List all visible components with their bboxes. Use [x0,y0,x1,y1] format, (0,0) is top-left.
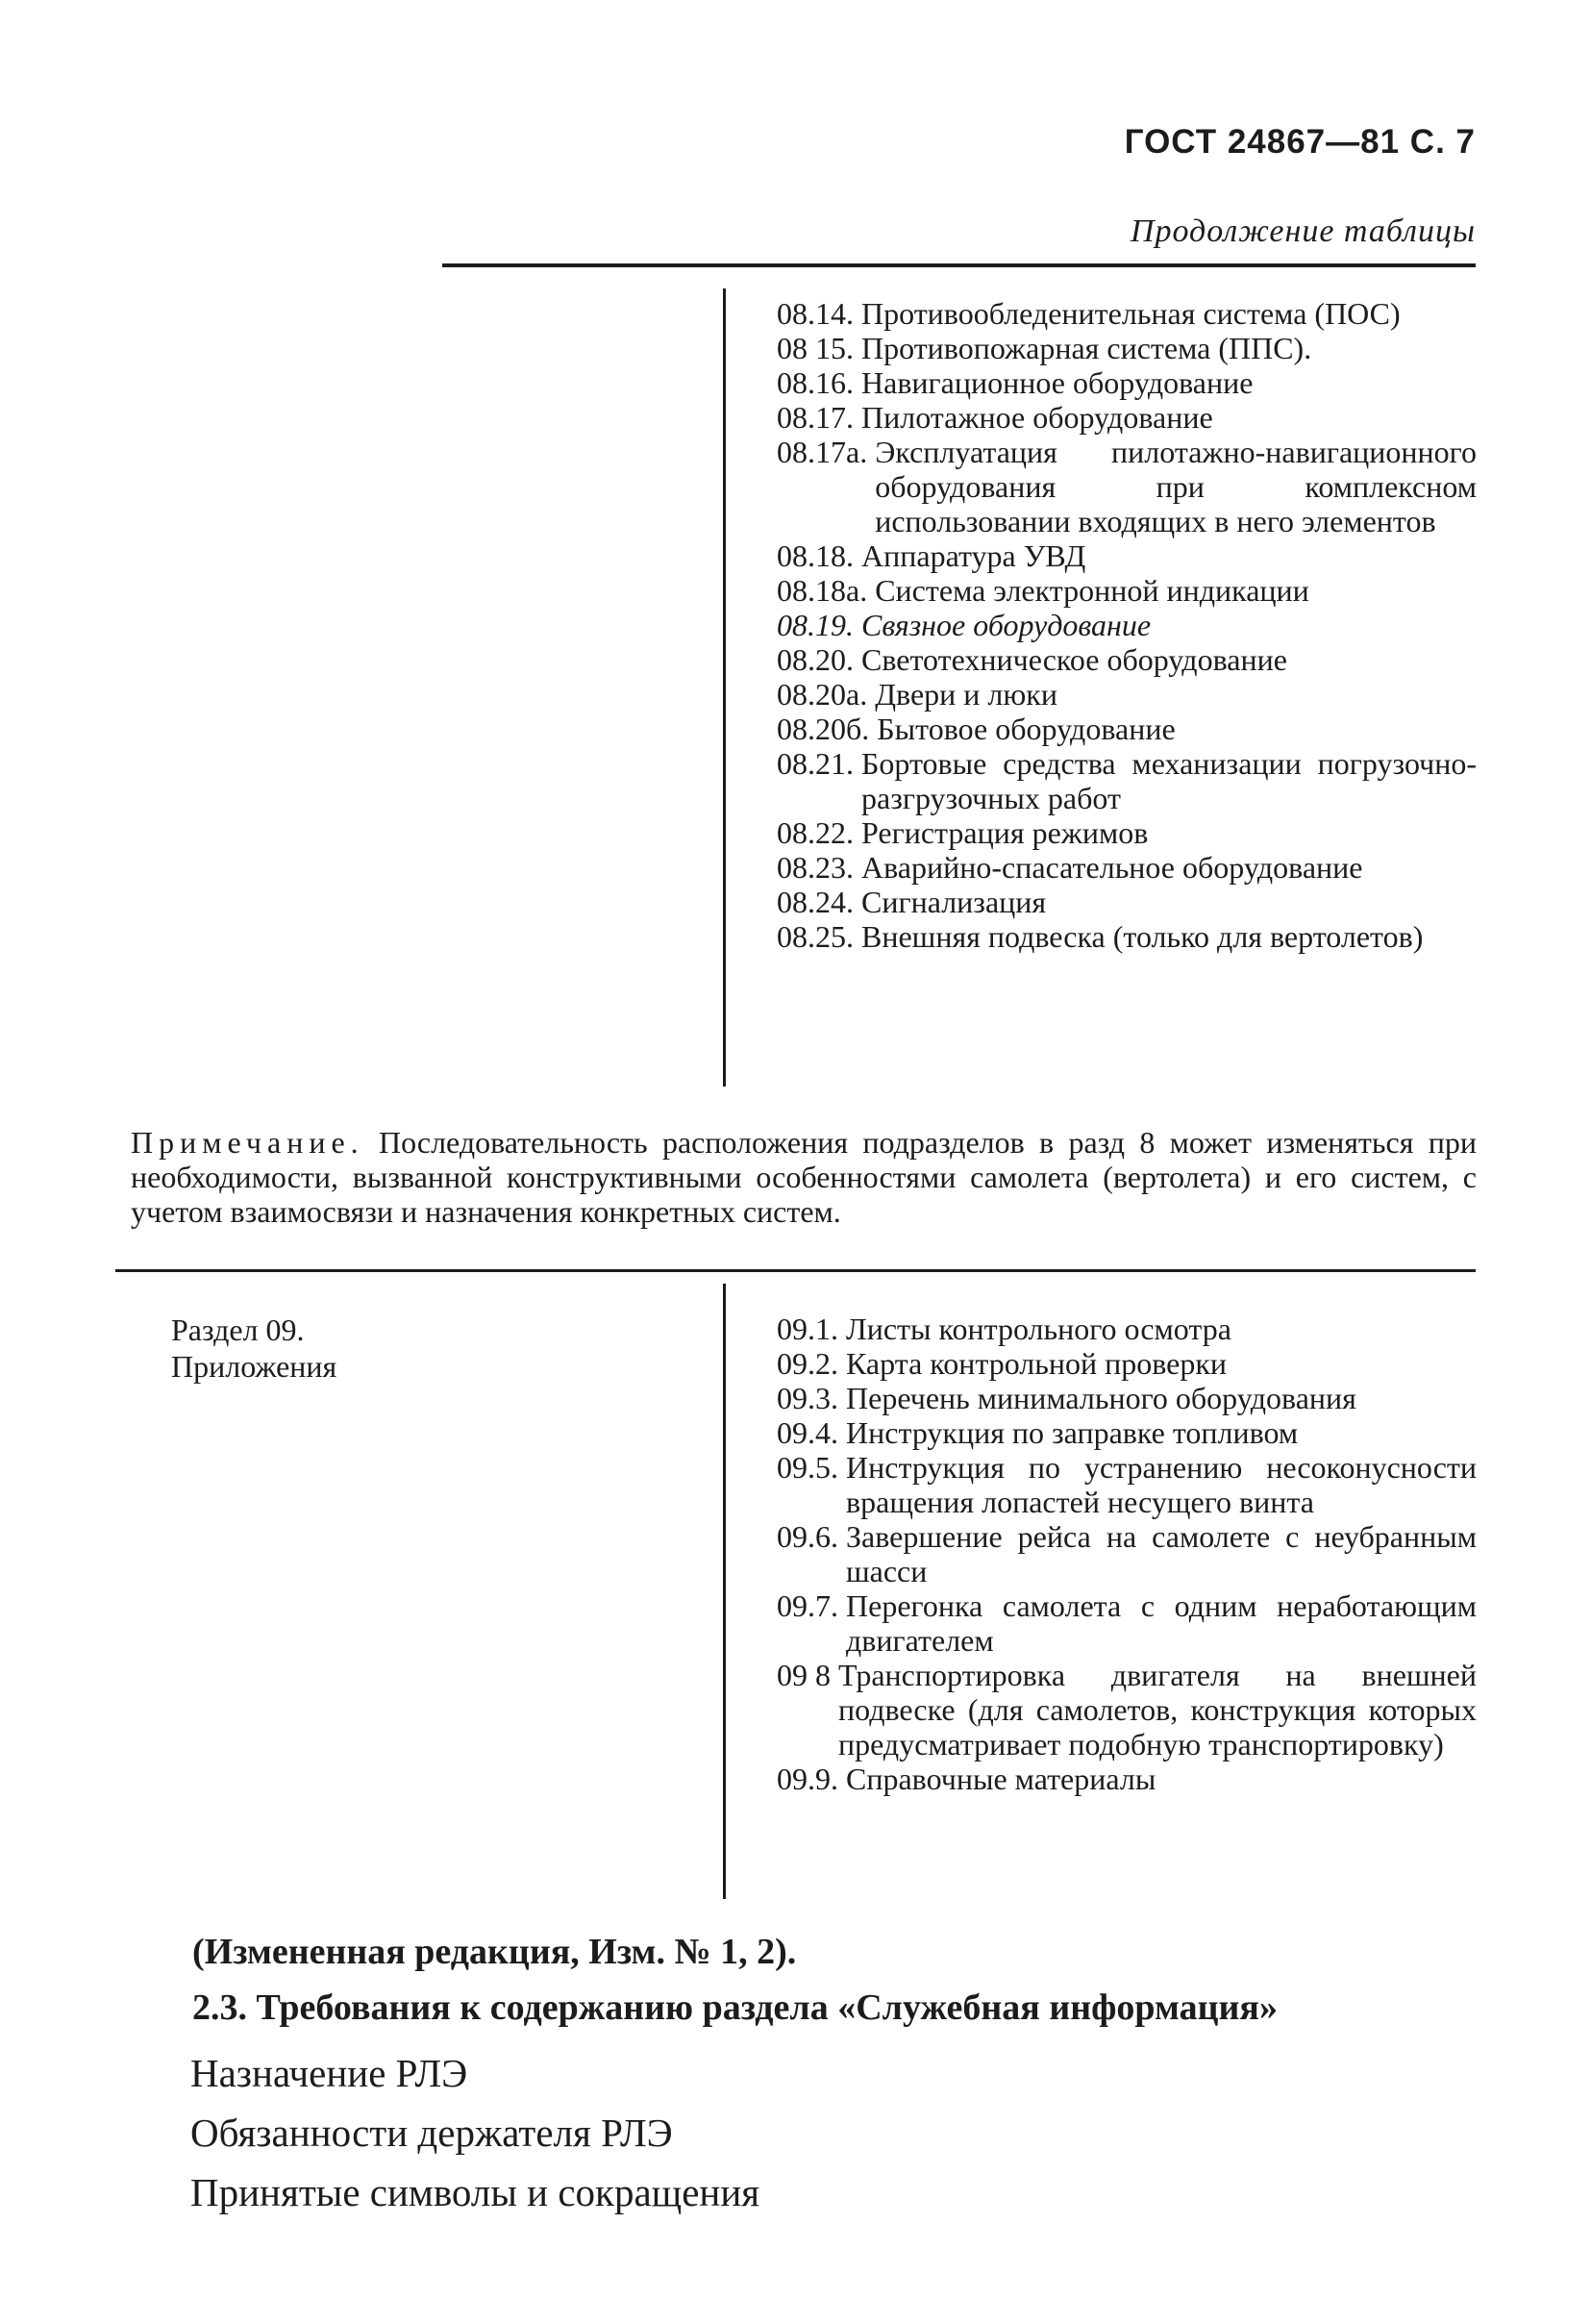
item-number: 09.1. [777,1312,846,1346]
table-column-divider [723,288,726,1087]
item-text: Бортовые средства механизации погрузочно-разгрузочных работ [861,746,1477,815]
item-text: Аварийно-спасательное оборудование [861,850,1363,885]
list-item [777,1450,1477,1519]
table-top-rule [442,263,1476,267]
item-number: 08.19. [777,608,861,642]
item-number: 09.2. [777,1346,846,1381]
list-item [777,815,1477,850]
list-item [777,677,1477,712]
item-text: Регистрация режимов [861,815,1149,850]
note-text: Последовательность расположения подразделов в разд 8 может изменяться при необходимости, вызванной конструктивными особенностями самолета (вертолета) и его систем, с учетом взаимосвязи и назначения конкретных систем. [131,1125,1478,1229]
subitem-purpose: Назначение РЛЭ [190,2051,468,2095]
item-number: 08.14. [777,296,861,331]
item-text: Бытовое оборудование [877,712,1176,746]
item-text: Перечень минимального оборудования [846,1381,1356,1415]
item-text: Перегонка самолета с одним неработающим двигателем [846,1588,1477,1658]
section-09-title-line2: Приложения [171,1349,337,1384]
list-item [777,1312,1477,1346]
item-number: 08.22. [777,815,861,850]
list-item [777,331,1477,365]
table-divider-rule [115,1269,1476,1272]
table-column-divider-2 [723,1284,726,1899]
item-text: Система электронной индикации [875,573,1309,608]
note-label: Примечание. [131,1125,364,1160]
edit-note: (Измененная редакция, Изм. № 1, 2). [192,1932,797,1972]
item-text: Листы контрольного осмотра [846,1312,1231,1346]
list-item [777,919,1477,954]
item-number: 08.24. [777,885,861,919]
list-item [777,850,1477,885]
item-number: 09.7. [777,1588,846,1623]
table-continuation-label: Продолжение таблицы [1130,213,1476,249]
list-item [777,1381,1477,1415]
requirement-heading: 2.3. Требования к содержанию раздела «Служебная информация» [192,1987,1278,2028]
item-text: Эксплуатация пилотажно-навигационного оборудования при комплексном использовании входящих в него элементов [875,435,1477,538]
item-text: Карта контрольной проверки [846,1346,1228,1381]
list-item [777,573,1477,608]
item-number: 09.6. [777,1519,846,1554]
list-item [777,1762,1477,1796]
item-number: 09.3. [777,1381,846,1415]
list-item [777,608,1477,642]
page-header-code: ГОСТ 24867—81 С. 7 [1124,123,1476,161]
list-item [777,1658,1477,1762]
item-text: Транспортировка двигателя на внешней подвеске (для самолетов, конструкция которых предусматривает подобную транспортировку) [838,1658,1477,1762]
list-item [777,365,1477,400]
section-08-list [777,296,1477,954]
item-text: Инструкция по устранению несоконусности вращения лопастей несущего винта [846,1450,1477,1519]
list-item [777,1588,1477,1658]
item-text: Внешняя подвеска (только для вертолетов) [861,919,1424,954]
list-item [777,296,1477,331]
item-text: Светотехническое оборудование [861,642,1287,677]
item-number: 08.20б. [777,712,878,746]
item-text: Двери и люки [875,677,1057,712]
item-text: Завершение рейса на самолете с неубранным шасси [846,1519,1477,1588]
list-item [777,885,1477,919]
item-number: 08.20. [777,642,861,677]
section-09-list [777,1312,1477,1796]
item-number: 09.9. [777,1762,846,1796]
item-number: 08.17. [777,400,861,435]
list-item [777,400,1477,435]
item-text: Аппаратура УВД [861,538,1086,573]
list-item [777,538,1477,573]
item-number: 08.23. [777,850,861,885]
list-item [777,1346,1477,1381]
section-09-title-line1: Раздел 09. [171,1312,305,1347]
item-text: Пилотажное оборудование [861,400,1213,435]
item-number: 09 8 [777,1658,838,1692]
list-item [777,435,1477,538]
item-text: Противопожарная система (ППС). [861,331,1312,365]
item-text: Противообледенительная система (ПОС) [861,296,1401,331]
item-text: Навигационное оборудование [861,365,1254,400]
item-number: 08.16. [777,365,861,400]
item-text: Инструкция по заправке топливом [846,1415,1299,1450]
section-09-title [171,1312,336,1385]
list-item [777,746,1477,815]
item-number: 08.20а. [777,677,876,712]
subitem-symbols: Принятые символы и сокращения [190,2170,760,2214]
item-number: 08.17а. [777,435,876,469]
list-item [777,642,1477,677]
item-text: Справочные материалы [846,1762,1156,1796]
item-number: 08 15. [777,331,861,365]
item-number: 09.4. [777,1415,846,1450]
table-note [131,1125,1477,1229]
item-number: 08.18. [777,538,861,573]
list-item [777,1415,1477,1450]
list-item [777,712,1477,746]
item-number: 08.21. [777,746,861,781]
item-number: 09.5. [777,1450,846,1485]
item-text: Связное оборудование [861,608,1152,642]
item-text: Сигнализация [861,885,1047,919]
item-number: 08.25. [777,919,861,954]
item-number: 08.18а. [777,573,876,608]
subitem-holder-duties: Обязанности держателя РЛЭ [190,2111,673,2155]
list-item [777,1519,1477,1588]
